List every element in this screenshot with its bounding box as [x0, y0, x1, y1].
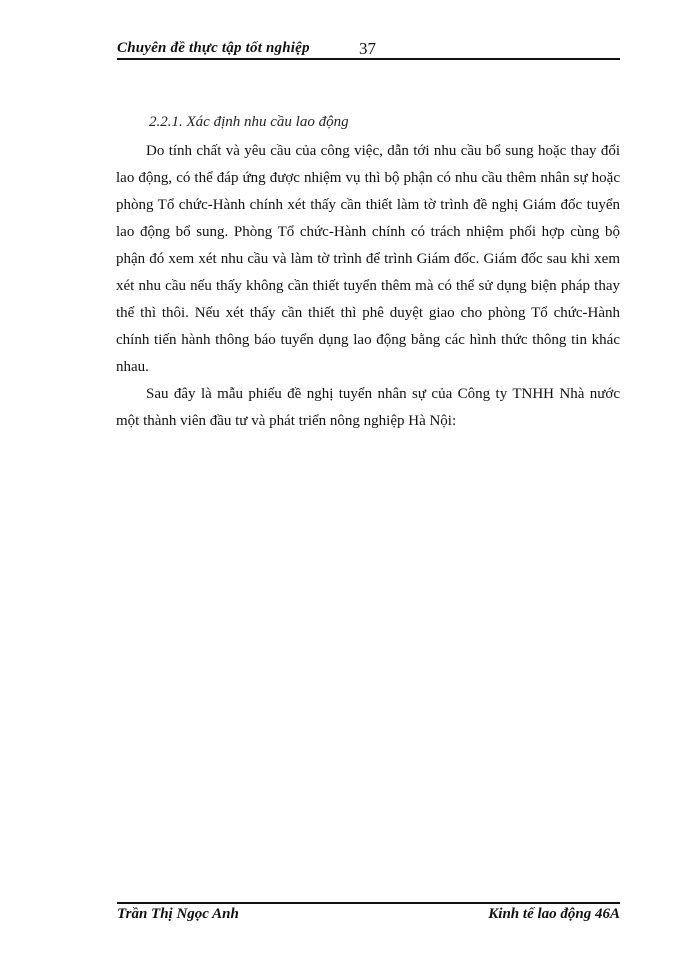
- page-footer: [117, 906, 620, 926]
- page-number: 37: [359, 39, 376, 58]
- footer-class: Kinh tế lao động 46A: [488, 906, 620, 922]
- page-header: [117, 40, 620, 60]
- footer-rule: [117, 902, 620, 904]
- footer-author: Trần Thị Ngọc Anh: [117, 906, 239, 922]
- header-title: Chuyên đề thực tập tốt nghiệp: [117, 40, 310, 56]
- body-text: [116, 138, 620, 435]
- header-rule: [117, 58, 620, 60]
- paragraph-2: Sau đây là mẫu phiếu đề nghị tuyển nhân sự của Công ty TNHH Nhà nước một thành viên đầu tư và phát triển nông nghiệp Hà Nội:: [116, 386, 620, 429]
- section-heading: 2.2.1. Xác định nhu cầu lao động: [149, 114, 349, 130]
- paragraph-1: Do tính chất và yêu cầu của công việc, dẫn tới nhu cầu bổ sung hoặc thay đổi lao động, có thể đáp ứng được nhiệm vụ thì bộ phận có nhu cầu thêm nhân sự hoặc phòng Tổ chức-Hành chính xét thấy cần thiết làm tờ trình đề nghị Giám đốc tuyển lao động bổ sung. Phòng Tổ chức-Hành chính có trách nhiệm phối hợp cùng bộ phận đó xem xét nhu cầu và làm tờ trình để trình Giám đốc. Giám đốc sau khi xem xét nhu cầu nếu thấy không cần thiết tuyển thêm mà có thể sử dụng biện pháp thay thế thì thôi. Nếu xét thấy cần thiết thì phê duyệt giao cho phòng Tổ chức-Hành chính tiến hành thông báo tuyển dụng lao động bằng các hình thức thông tin khác nhau.: [116, 143, 620, 375]
